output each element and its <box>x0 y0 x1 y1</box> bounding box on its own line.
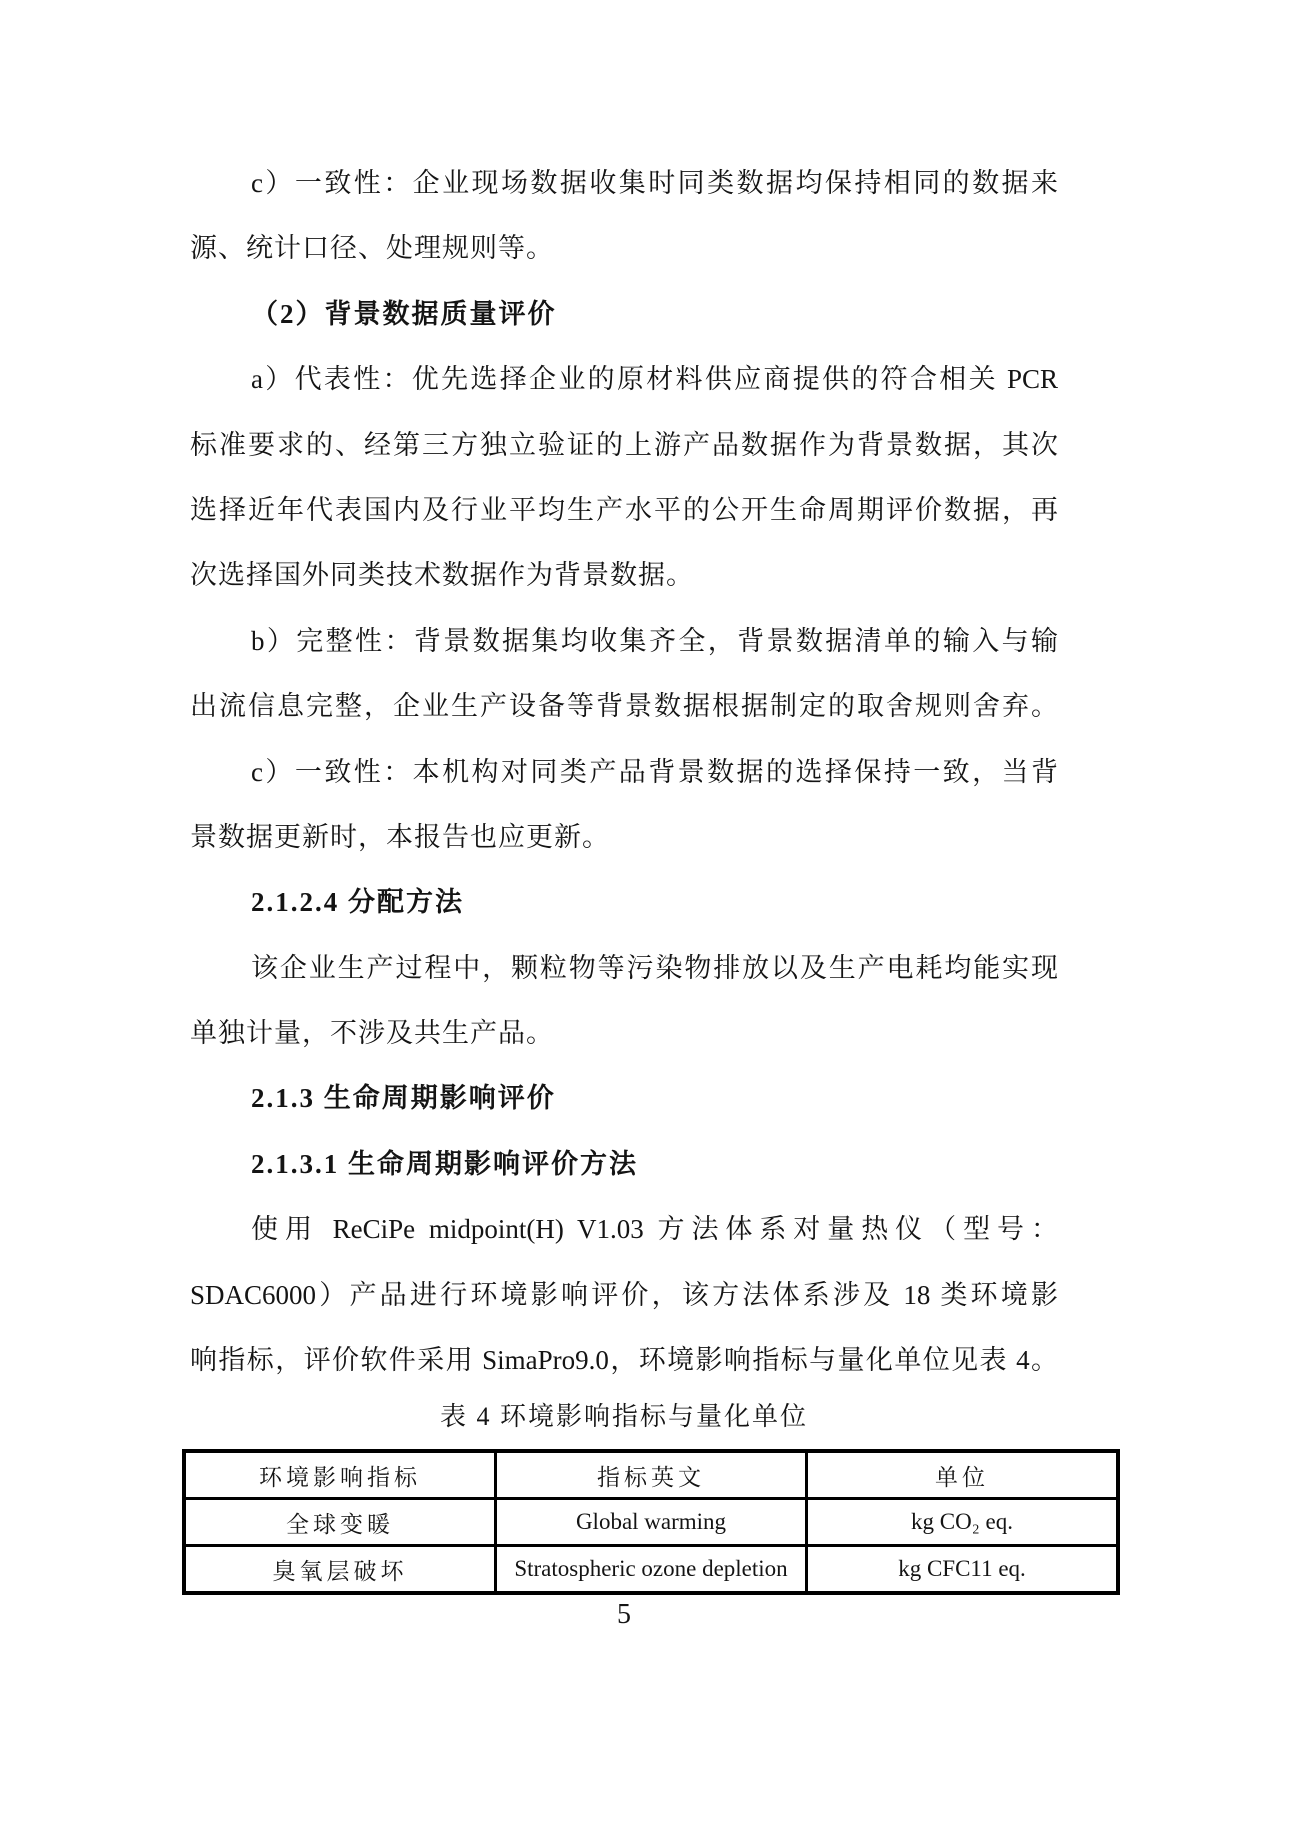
table-cell-english: Stratospheric ozone depletion <box>496 1546 807 1594</box>
text-line: 单独计量，不涉及共生产品。 <box>190 1018 554 1049</box>
text-line: 次选择国外同类技术数据作为背景数据。 <box>190 560 694 591</box>
table-header-cell-unit: 单位 <box>807 1451 1119 1499</box>
text-line: 源、统计口径、处理规则等。 <box>190 233 554 264</box>
page-number: 5 <box>617 1599 631 1631</box>
impact-indicator-table <box>182 1449 1120 1595</box>
table-cell-english: Global warming <box>496 1499 807 1546</box>
table-row <box>184 1499 1118 1546</box>
table-cell-indicator: 臭氧层破坏 <box>184 1546 496 1594</box>
text-line: c）一致性：企业现场数据收集时同类数据均保持相同的数据来 <box>251 168 1058 198</box>
text-block <box>190 0 1058 1635</box>
table-caption: 表 4 环境影响指标与量化单位 <box>439 1402 808 1432</box>
text-line: 响指标，评价软件采用 SimaPro9.0，环境影响指标与量化单位见表 4。 <box>190 1345 1058 1376</box>
section-heading-allocation-method: 2.1.2.4 分配方法 <box>251 887 464 918</box>
section-heading-lcia-method: 2.1.3.1 生命周期影响评价方法 <box>251 1148 638 1179</box>
text-line: b）完整性：背景数据集均收集齐全，背景数据清单的输入与输 <box>251 625 1058 656</box>
table-cell-unit: kg CO₂ eq. <box>807 1499 1119 1546</box>
text-line: 标准要求的、经第三方独立验证的上游产品数据作为背景数据，其次 <box>190 429 1058 460</box>
text-line: 选择近年代表国内及行业平均生产水平的公开生命周期评价数据，再 <box>190 494 1058 525</box>
table-header-cell-indicator: 环境影响指标 <box>184 1451 496 1499</box>
text-line: c）一致性：本机构对同类产品背景数据的选择保持一致，当背 <box>251 756 1058 787</box>
text-line: 使用 ReCiPe midpoint(H) V1.03 方法体系对量热仪（型号： <box>251 1214 1058 1245</box>
text-line: 出流信息完整，企业生产设备等背景数据根据制定的取舍规则舍弃。 <box>190 691 1058 722</box>
section-heading-lcia: 2.1.3 生命周期影响评价 <box>251 1083 556 1114</box>
table-header-row <box>184 1451 1118 1499</box>
table-cell-unit: kg CFC11 eq. <box>807 1546 1119 1594</box>
table-row <box>184 1546 1118 1594</box>
text-line: 该企业生产过程中，颗粒物等污染物排放以及生产电耗均能实现 <box>251 952 1058 983</box>
table-header-cell-english: 指标英文 <box>496 1451 807 1499</box>
text-line: SDAC6000）产品进行环境影响评价，该方法体系涉及 18 类环境影 <box>190 1279 1058 1310</box>
table-cell-indicator: 全球变暖 <box>184 1499 496 1546</box>
text-line: 景数据更新时，本报告也应更新。 <box>190 821 610 852</box>
text-line: a）代表性：优先选择企业的原材料供应商提供的符合相关 PCR <box>251 364 1058 395</box>
section-heading-background-data-quality: （2）背景数据质量评价 <box>251 298 557 329</box>
